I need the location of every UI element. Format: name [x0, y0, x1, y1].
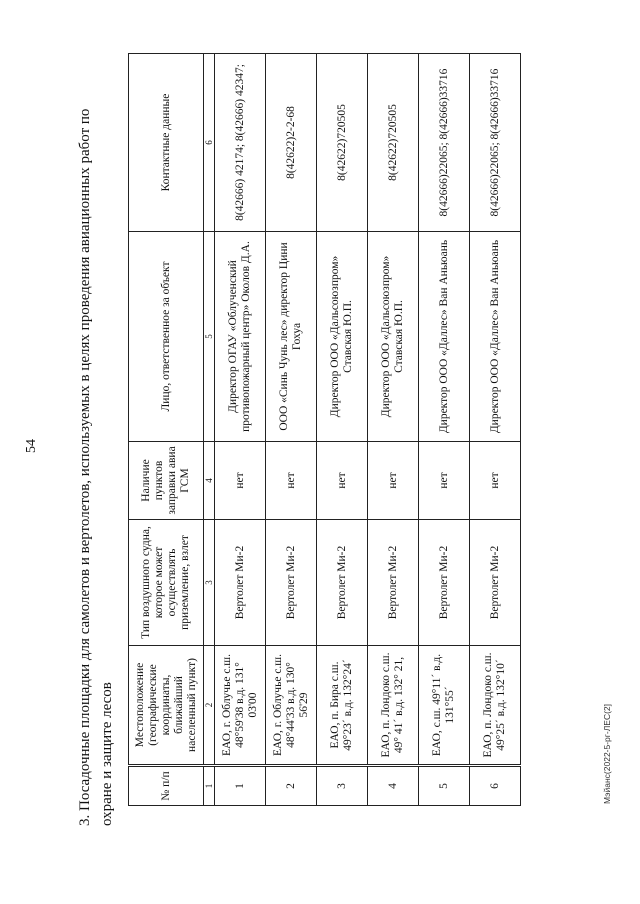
aircraft-cell: Вертолет Ми-2	[266, 520, 317, 646]
table-row	[368, 54, 419, 806]
row-number-cell: 2	[266, 766, 317, 806]
contacts-cell: 8(42622)720505	[317, 54, 368, 232]
fuel-cell: нет	[470, 442, 521, 520]
aircraft-cell: Вертолет Ми-2	[368, 520, 419, 646]
header-cell-fuel-points: Наличие пунктов заправки авиа ГСМ	[129, 442, 204, 520]
table-row	[266, 54, 317, 806]
location-cell: ЕАО, с.ш. 49°11´ в.д. 131°55´	[419, 646, 470, 766]
document-code: Мэйанс(2022-5-рг-ЛЕС(2]	[602, 703, 612, 804]
header-cell-number: № п/п	[129, 766, 204, 806]
column-number-row	[204, 54, 215, 806]
responsible-cell: Директор ООО «Дальсоюзпром» Ставская Ю.П.	[368, 232, 419, 442]
aircraft-cell: Вертолет Ми-2	[317, 520, 368, 646]
contacts-cell: 8(42666) 42174; 8(42666) 42347;	[215, 54, 266, 232]
header-cell-responsible-person: Лицо, ответственное за объект	[129, 232, 204, 442]
location-cell: ЕАО, п. Бира с.ш. 49°23´ в.д. 132°24´	[317, 646, 368, 766]
fuel-cell: нет	[419, 442, 470, 520]
fuel-cell: нет	[368, 442, 419, 520]
aircraft-cell: Вертолет Ми-2	[215, 520, 266, 646]
aircraft-cell: Вертолет Ми-2	[419, 520, 470, 646]
row-number-cell: 6	[470, 766, 521, 806]
column-number: 3	[204, 520, 215, 646]
column-number: 6	[204, 54, 215, 232]
section-heading: 3. Посадочные площадки для самолетов и вертолетов, используемых в целях проведения авиационных работ по охране и защите лесов	[77, 108, 115, 826]
contacts-cell: 8(42622)720505	[368, 54, 419, 232]
header-cell-aircraft-type: Тип воздушного судна, которое может осуществлять приземление, взлет	[129, 520, 204, 646]
fuel-cell: нет	[266, 442, 317, 520]
aircraft-cell: Вертолет Ми-2	[470, 520, 521, 646]
column-number: 1	[204, 766, 215, 806]
header-cell-contacts: Контактные данные	[129, 54, 204, 232]
column-number: 2	[204, 646, 215, 766]
column-number: 4	[204, 442, 215, 520]
row-number-cell: 5	[419, 766, 470, 806]
responsible-cell: Директор ОГАУ «Облученский противопожарный центр» Околов Д.А.	[215, 232, 266, 442]
header-cell-location: Местоположение (географические координаты, ближайший населенный пункт)	[129, 646, 204, 766]
page-number: 54	[24, 439, 39, 453]
fuel-cell: нет	[215, 442, 266, 520]
responsible-cell: Директор ООО «Дальсоюзпром» Ставская Ю.П.	[317, 232, 368, 442]
row-number-cell: 3	[317, 766, 368, 806]
location-cell: ЕАО, г. Облучье с.ш. 48°44'33 в.д. 130° 56'29	[266, 646, 317, 766]
table-row	[317, 54, 368, 806]
table-row	[419, 54, 470, 806]
table-row	[215, 54, 266, 806]
row-number-cell: 1	[215, 766, 266, 806]
responsible-cell: ООО «Синь Чунь лес» директор Цини Гохуа	[266, 232, 317, 442]
column-number: 5	[204, 232, 215, 442]
row-number-cell: 4	[368, 766, 419, 806]
location-cell: ЕАО, п. Лондоко с.ш. 49°25´ в.д. 132°10´	[470, 646, 521, 766]
contacts-cell: 8(42622)2-2-68	[266, 54, 317, 232]
contacts-cell: 8(42666)22065; 8(42666)33716	[419, 54, 470, 232]
landing-sites-table	[128, 53, 521, 806]
responsible-cell: Директор ООО «Даллес» Ван Аньюань	[470, 232, 521, 442]
responsible-cell: Директор ООО «Даллес» Ван Аньюань	[419, 232, 470, 442]
location-cell: ЕАО, п. Лондоко с.ш. 49° 41´ в.д. 132° 21,	[368, 646, 419, 766]
fuel-cell: нет	[317, 442, 368, 520]
location-cell: ЕАО, г. Облучье с.ш. 48°59'38 в.д. 131° 03'00	[215, 646, 266, 766]
contacts-cell: 8(42666)22065; 8(42666)33716	[470, 54, 521, 232]
table-row	[470, 54, 521, 806]
table-header-row	[129, 54, 204, 806]
